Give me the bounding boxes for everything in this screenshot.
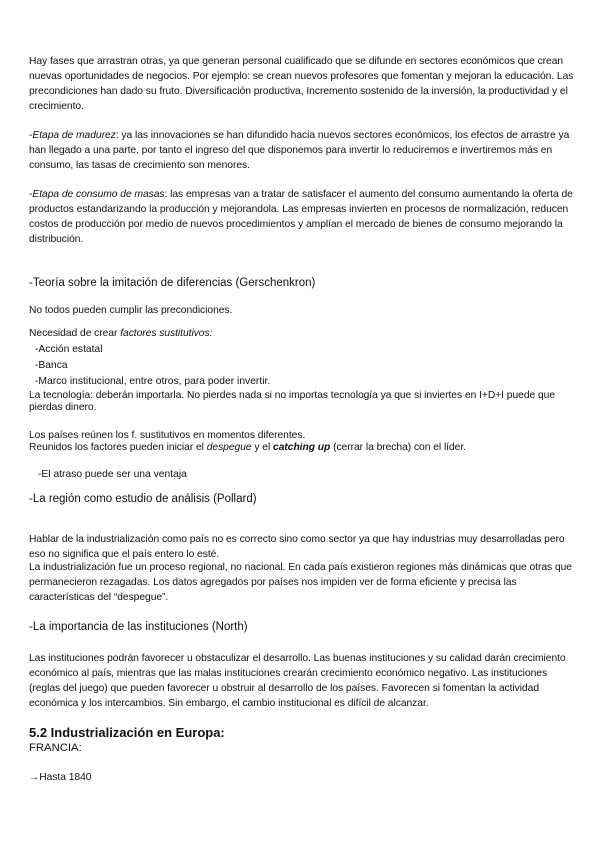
paragraph-fases: Hay fases que arrastran otras, ya que generan personal cualificado que se difunde en sectores económicos que crean nuevas oportunidades de negocios. Por ejemplo: se crean nuevos profesores que fomentan y mejoran la educación. Las precondiciones han dado su fruto. Diversificación productiva, Incremento sostenido de la inversión, la productividad y el crecimiento. xyxy=(29,56,574,112)
consumo-text: : las empresas van a tratar de satisfacer el aumento del consumo aumentando la oferta de productos estandarizando la producción y mejorandola. Las empresas invierten en procesos de normalización, reducen costos de producción por medio de nuevos procedimientos y amplían el mercado de bienes de consumo mejorando la distribución. xyxy=(29,189,573,245)
list-item-banca: -Banca xyxy=(35,360,68,371)
list-item-accion-estatal: -Acción estatal xyxy=(35,344,103,355)
necesidad-prefix: Necesidad de crear xyxy=(29,328,121,339)
paragraph-pollard-2: La industrialización fue un proceso regional, no nacional. En cada país existieron regiones más dinámicas que otras que permanecieron rezagadas. Los datos agregados por países nos impiden ver de forma eficiente y precisa las características del “despegue”. xyxy=(29,562,572,603)
term-catching-up: catching up xyxy=(273,442,331,453)
text-reunidos xyxy=(29,442,577,454)
text-hasta-1840 xyxy=(29,770,577,785)
period-label: Hasta 1840 xyxy=(39,772,92,783)
text-tecnologia: La tecnología: deberán importarla. No pierdes nada si no importas tecnología ya que si inviertes en I+D+I puede que pierdas dinero. xyxy=(29,390,556,413)
paragraph-etapa-madurez xyxy=(29,128,577,173)
term-etapa-madurez: Etapa de madurez xyxy=(32,130,116,141)
term-factores-sustitutivos: factores sustitutivos: xyxy=(120,328,213,339)
paragraph-etapa-consumo xyxy=(29,187,577,247)
term-despegue: despegue xyxy=(206,442,252,453)
paragraph-pollard-1: Hablar de la industrialización como país no es correcto sino como sector ya que hay industrias muy desarrolladas pero eso no significa que el país entero lo esté. xyxy=(29,534,565,560)
arrow-icon: → xyxy=(29,772,40,783)
paragraph-north: Las instituciones podrán favorecer u obstaculizar el desarrollo. Las buenas instituciones y su calidad darán crecimiento económico al país, mientras que las malas instituciones crearán crecimiento económico negativo. Las instituciones (reglas del juego) que pueden favorecer u obstruir al desarrollo de los países. Favorecen si fomentan la actividad económica y los intercambios. Sin embargo, el cambio institucional es difícil de alcanzar. xyxy=(29,653,566,709)
madurez-text: : ya las innovaciones se han difundido hacia nuevos sectores económicos, los efectos de arrastre ya han llegado a una parte, por tanto el ingreso del que disponemos para invertir lo reduciremos e invertiremos más en consumo, las tasas de crecimiento son menores. xyxy=(29,130,570,171)
reunidos-b: y el xyxy=(251,442,274,453)
list-item-marco-institucional: -Marco institucional, entre otros, para poder invertir. xyxy=(35,376,271,387)
text-atraso: -El atraso puede ser una ventaja xyxy=(38,469,187,480)
heading-pollard: -La región como estudio de análisis (Pollard) xyxy=(29,493,257,505)
reunidos-c: (cerrar la brecha) con el líder. xyxy=(330,442,466,453)
reunidos-a: Reunidos los factores pueden iniciar el xyxy=(29,442,207,453)
text-paises: Los países reúnen los f. sustitutivos en momentos diferentes. xyxy=(29,430,306,441)
text-precondiciones: No todos pueden cumplir las precondiciones. xyxy=(29,305,233,316)
section-title-europa: 5.2 Industrialización en Europa: xyxy=(29,725,225,740)
text-necesidad xyxy=(29,326,577,341)
heading-north: -La importancia de las instituciones (North) xyxy=(29,621,248,633)
heading-gerschenkron: -Teoría sobre la imitación de diferencias (Gerschenkron) xyxy=(29,277,316,289)
dash: - xyxy=(29,189,33,200)
dash: - xyxy=(29,130,33,141)
text-francia: FRANCIA: xyxy=(29,742,82,754)
term-etapa-consumo: Etapa de consumo de masas xyxy=(32,189,165,200)
